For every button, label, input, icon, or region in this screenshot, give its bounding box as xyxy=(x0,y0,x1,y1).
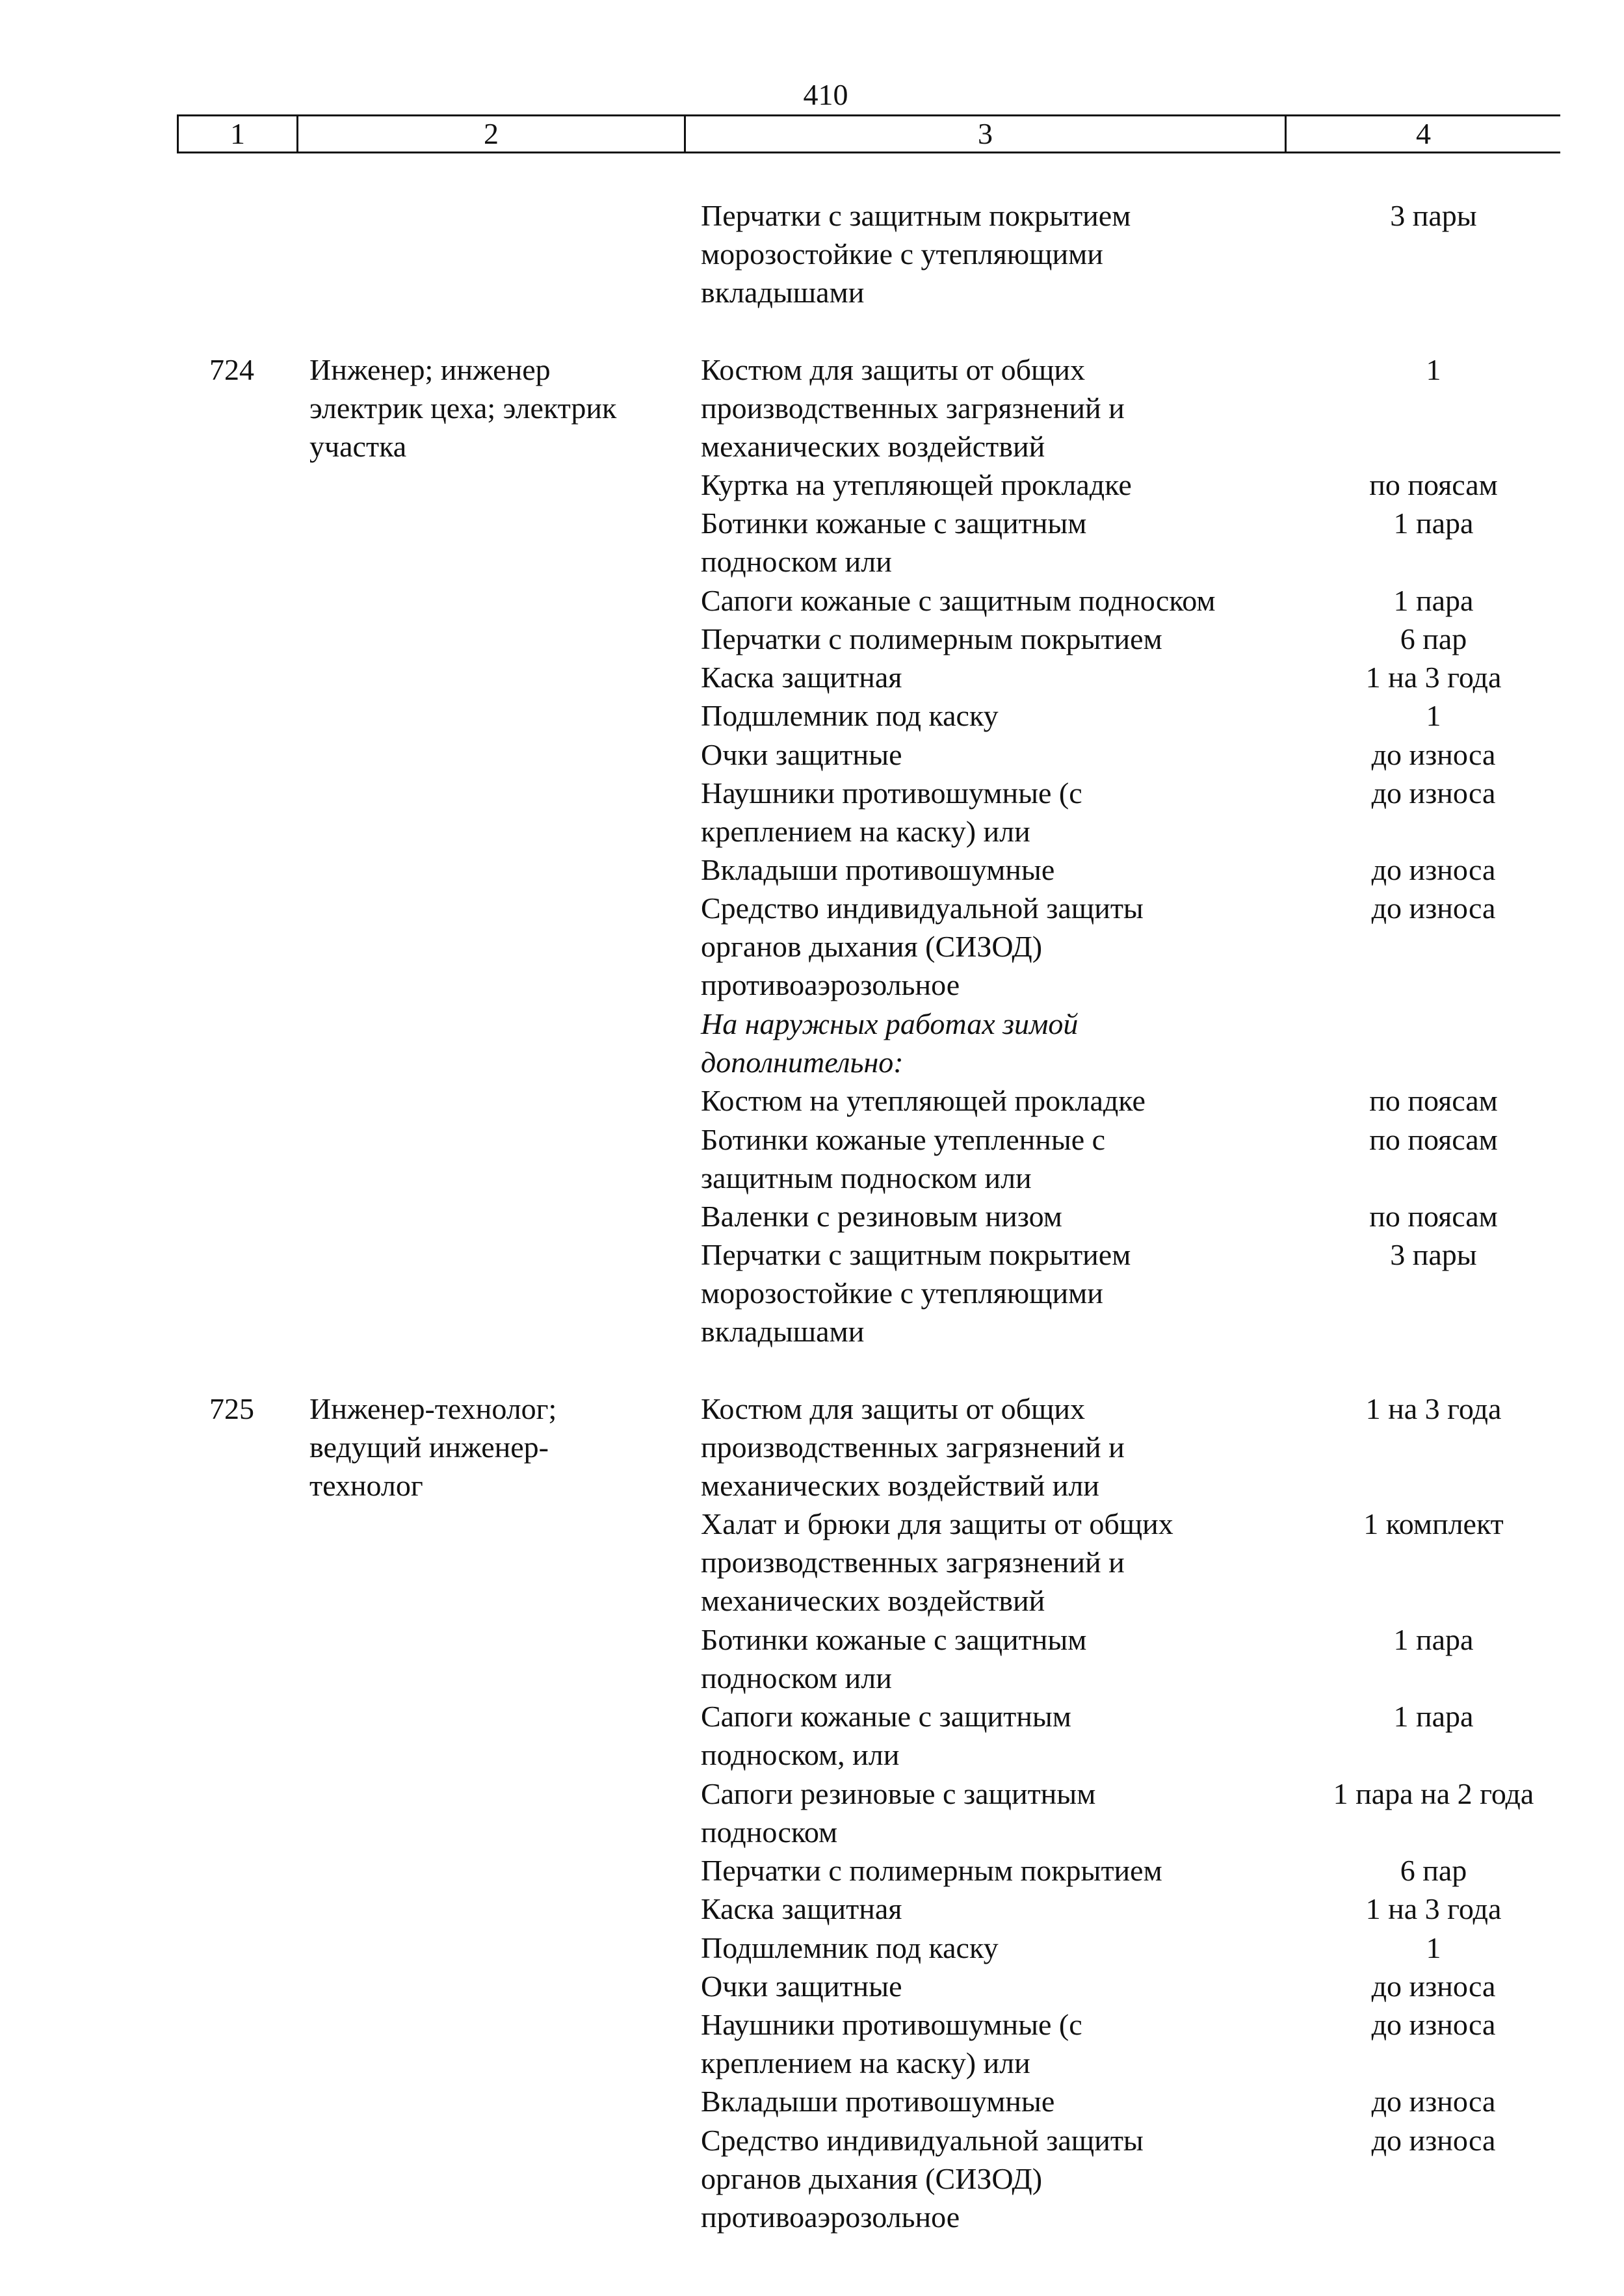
entry-item-norm: до износа xyxy=(1371,891,1496,925)
entry-item-norm: до износа xyxy=(1371,853,1496,886)
entry-item-name: Куртка на утепляющей прокладке xyxy=(701,468,1132,501)
entry-item-norm: 1 пара xyxy=(1393,507,1474,540)
entry-item-norm: 6 пар xyxy=(1400,622,1467,655)
entry-item-name: Костюм для защиты от общих производственных загрязнений и механических воздействий или xyxy=(701,1392,1125,1502)
entry-item-norm: 1 пара xyxy=(1393,1623,1474,1656)
entry-item-norm: 1 xyxy=(1426,1931,1441,1964)
entry-item-name: Очки защитные xyxy=(701,1970,902,2003)
entry-item-norm: 1 пара xyxy=(1393,1700,1474,1733)
entry-item-name: Вкладыши противошумные xyxy=(701,853,1055,886)
column-header-2: 2 xyxy=(296,116,684,152)
entry-profession: Инженер; инженер электрик цеха; электрик участка xyxy=(309,353,617,463)
column-header-1: 1 xyxy=(177,116,296,152)
entry-item-name: Валенки с резиновым низом xyxy=(701,1200,1062,1233)
continuation-item-name: Перчатки с защитным покрытием морозостойкие с утепляющими вкладышами xyxy=(701,199,1131,309)
entry-item-name: Подшлемник под каску xyxy=(701,1931,999,1964)
entry-item-norm: до износа xyxy=(1371,2008,1496,2041)
entry-item-name: Средство индивидуальной защиты органов дыхания (СИЗОД) противоаэрозольное xyxy=(701,891,1144,1001)
entry-item-norm: 1 на 3 года xyxy=(1365,661,1502,694)
entry-item-name: Костюм для защиты от общих производственных загрязнений и механических воздействий xyxy=(701,353,1125,463)
page-number: 410 xyxy=(803,78,848,111)
entry-item-name: Перчатки с полимерным покрытием xyxy=(701,1854,1162,1887)
entry-item-norm: 1 на 3 года xyxy=(1365,1892,1502,1925)
entry-item-name: Подшлемник под каску xyxy=(701,699,999,732)
entry-item-norm: 3 пары xyxy=(1390,1238,1477,1271)
entry-item-name: Перчатки с полимерным покрытием xyxy=(701,622,1162,655)
entry-item-norm: до износа xyxy=(1371,776,1496,810)
entry-profession: Инженер-технолог; ведущий инженер- технолог xyxy=(309,1392,557,1502)
entry-item-norm: по поясам xyxy=(1369,1123,1498,1156)
entry-item-name: Халат и брюки для защиты от общих производственных загрязнений и механических воздействий xyxy=(701,1507,1173,1617)
entry-item-norm: 1 комплект xyxy=(1363,1507,1504,1540)
entry-item-name: На наружных работах зимой дополнительно: xyxy=(701,1007,1079,1079)
column-header-3: 3 xyxy=(684,116,1285,152)
entry-item-norm: 1 пара xyxy=(1393,584,1474,617)
entry-item-norm: до износа xyxy=(1371,738,1496,771)
entry-item-name: Ботинки кожаные утепленные с защитным подноском или xyxy=(701,1123,1106,1194)
entry-item-norm: 1 пара на 2 года xyxy=(1333,1777,1534,1810)
entry-item-name: Наушники противошумные (с креплением на каску) или xyxy=(701,2008,1082,2079)
entry-item-norm: 1 xyxy=(1426,699,1441,732)
entry-item-name: Перчатки с защитным покрытием морозостойкие с утепляющими вкладышами xyxy=(701,1238,1131,1348)
entry-number: 725 xyxy=(209,1392,254,1425)
entry-item-norm: до износа xyxy=(1371,1970,1496,2003)
entry-item-name: Вкладыши противошумные xyxy=(701,2085,1055,2118)
column-header-4: 4 xyxy=(1285,116,1560,152)
entry-item-norm: по поясам xyxy=(1369,1084,1498,1117)
entry-item-name: Ботинки кожаные с защитным подноском или xyxy=(701,1623,1087,1695)
entry-item-norm: по поясам xyxy=(1369,468,1498,501)
entry-item-norm: 6 пар xyxy=(1400,1854,1467,1887)
entry-item-name: Очки защитные xyxy=(701,738,902,771)
entry-item-name: Сапоги кожаные с защитным подноском, или xyxy=(701,1700,1071,1771)
entry-item-norm: до износа xyxy=(1371,2085,1496,2118)
entry-item-name: Наушники противошумные (с креплением на каску) или xyxy=(701,776,1082,848)
continuation-item-norm: 3 пары xyxy=(1390,199,1477,232)
entry-item-name: Каска защитная xyxy=(701,1892,902,1925)
entry-item-norm: 1 xyxy=(1426,353,1441,386)
entry-item-name: Костюм на утепляющей прокладке xyxy=(701,1084,1146,1117)
entry-item-norm: 1 на 3 года xyxy=(1365,1392,1502,1425)
entry-item-norm: по поясам xyxy=(1369,1200,1498,1233)
entry-number: 724 xyxy=(209,353,254,386)
entry-item-name: Средство индивидуальной защиты органов дыхания (СИЗОД) противоаэрозольное xyxy=(701,2124,1144,2234)
entry-item-name: Ботинки кожаные с защитным подноском или xyxy=(701,507,1087,578)
entry-item-name: Сапоги кожаные с защитным подноском xyxy=(701,584,1216,617)
entry-item-name: Каска защитная xyxy=(701,661,902,694)
entry-item-name: Сапоги резиновые с защитным подноском xyxy=(701,1777,1096,1849)
entry-item-norm: до износа xyxy=(1371,2124,1496,2157)
